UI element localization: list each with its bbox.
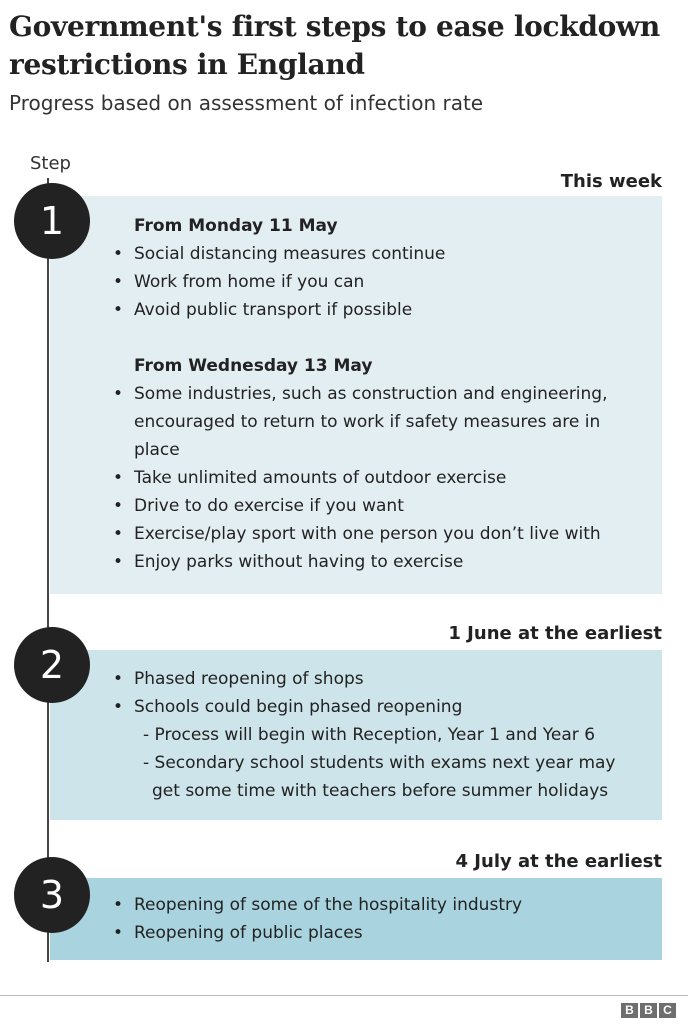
step-1-item-continuation: encouraged to return to work if safety measures are in [134, 412, 601, 432]
bbc-logo-block: B [621, 1003, 638, 1018]
bullet-icon: • [113, 244, 124, 264]
bullet-icon: • [113, 697, 124, 717]
step-1-heading-monday: From Monday 11 May [134, 216, 338, 236]
step-1-item: Enjoy parks without having to exercise [134, 552, 464, 572]
step-3-item: Reopening of some of the hospitality industry [134, 895, 523, 915]
bbc-logo-block: C [659, 1003, 676, 1018]
bbc-logo [621, 1003, 676, 1018]
bullet-icon: • [113, 923, 124, 943]
bullet-icon: • [113, 384, 124, 404]
bullet-icon: • [113, 552, 124, 572]
bullet-icon: • [113, 272, 124, 292]
step-1-item: Work from home if you can [134, 272, 365, 292]
step-1-item: Exercise/play sport with one person you don’t live with [134, 524, 601, 544]
step-3-circle: 3 [14, 857, 90, 933]
step-1-item: Take unlimited amounts of outdoor exercise [134, 468, 507, 488]
bullet-icon: • [113, 496, 124, 516]
step-2-subitem: - Secondary school students with exams next year may [143, 753, 616, 773]
footer-divider [0, 995, 688, 996]
step-1-heading-wednesday: From Wednesday 13 May [134, 356, 373, 376]
step-2-subitem-continuation: get some time with teachers before summer holidays [152, 781, 609, 801]
step-2-circle: 2 [14, 627, 90, 703]
title-line-2: restrictions in England [9, 48, 365, 81]
step-1-item-continuation: place [134, 440, 180, 460]
bbc-logo-block: B [640, 1003, 657, 1018]
chart-title [9, 8, 679, 84]
title-line-1: Government's first steps to ease lockdown [9, 10, 660, 43]
chart-subtitle: Progress based on assessment of infection rate [9, 91, 484, 115]
step-column-label: Step [30, 153, 71, 174]
bullet-icon: • [113, 895, 124, 915]
step-3-timing: 4 July at the earliest [455, 851, 662, 872]
step-1-item: Some industries, such as construction and engineering, [134, 384, 608, 404]
step-1-item: Social distancing measures continue [134, 244, 446, 264]
step-2-timing: 1 June at the earliest [448, 623, 662, 644]
step-1-circle: 1 [14, 183, 90, 259]
bullet-icon: • [113, 524, 124, 544]
step-2-subitem: - Process will begin with Reception, Year 1 and Year 6 [143, 725, 596, 745]
step-2-item: Phased reopening of shops [134, 669, 364, 689]
bullet-icon: • [113, 669, 124, 689]
step-1-item: Drive to do exercise if you want [134, 496, 404, 516]
timeline-line [47, 178, 49, 962]
step-2-item: Schools could begin phased reopening [134, 697, 463, 717]
bullet-icon: • [113, 468, 124, 488]
step-3-item: Reopening of public places [134, 923, 363, 943]
step-1-item: Avoid public transport if possible [134, 300, 413, 320]
step-1-timing: This week [560, 171, 662, 192]
bullet-icon: • [113, 300, 124, 320]
